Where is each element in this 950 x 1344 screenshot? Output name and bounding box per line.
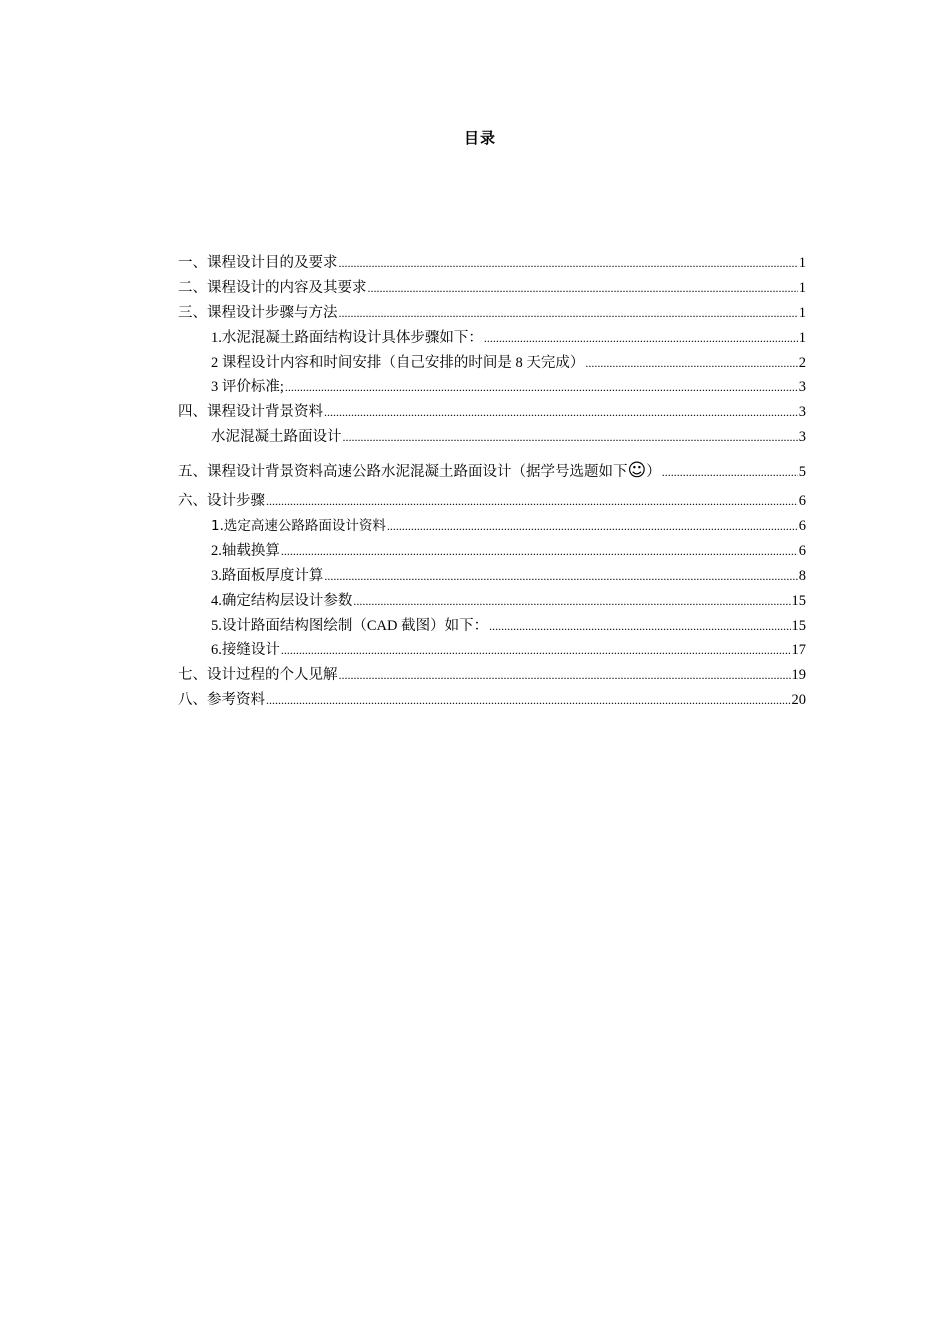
toc-entry-6-2[interactable] bbox=[178, 539, 806, 564]
toc-page-number: 17 bbox=[791, 642, 806, 659]
toc-page-number: 3 bbox=[798, 379, 806, 396]
toc-entry-7[interactable] bbox=[178, 663, 806, 688]
toc-entry-3-2[interactable] bbox=[178, 351, 806, 376]
dot-leader bbox=[285, 375, 798, 400]
toc-page-number: 20 bbox=[791, 692, 806, 709]
dot-leader bbox=[662, 454, 798, 491]
toc-entry-1[interactable] bbox=[178, 251, 806, 276]
toc-entry-3-1[interactable] bbox=[178, 326, 806, 351]
dot-leader bbox=[324, 400, 798, 425]
toc-entry-6-1[interactable] bbox=[178, 514, 806, 539]
toc-page-number: 19 bbox=[791, 667, 806, 684]
toc-page-number: 1 bbox=[798, 304, 806, 321]
toc-entry-text: 水泥混凝土路面设计 bbox=[211, 429, 342, 446]
dot-leader bbox=[368, 276, 798, 301]
toc-entry-3-3[interactable] bbox=[178, 375, 806, 400]
toc-entry-4[interactable] bbox=[178, 400, 806, 425]
toc-entry-text: 4.确定结构层设计参数 bbox=[211, 592, 353, 609]
toc-entry-text: 八、参考资料 bbox=[178, 692, 265, 709]
toc-entry-text: 六、设计步骤 bbox=[178, 493, 265, 510]
dot-leader bbox=[339, 251, 798, 276]
dot-leader bbox=[281, 638, 791, 663]
toc-page-number: 1 bbox=[798, 279, 806, 296]
toc-entry-text: 6.接缝设计 bbox=[211, 642, 280, 659]
toc-entry-3[interactable] bbox=[178, 301, 806, 326]
toc-page-number: 6 bbox=[798, 518, 806, 535]
dot-leader bbox=[281, 539, 798, 564]
toc-entry-text: 二、课程设计的内容及其要求 bbox=[178, 279, 367, 296]
smiley-icon: ☺ bbox=[627, 460, 647, 482]
toc-entry-suffix: ） bbox=[646, 464, 661, 481]
toc-entry-text: 五、课程设计背景资料高速公路水泥混凝土路面设计（据学号选题如下 bbox=[178, 464, 628, 481]
dot-leader bbox=[484, 326, 798, 351]
table-of-contents bbox=[178, 251, 806, 713]
toc-entry-text: 5.设计路面结构图绘制（CAD 截图）如下： bbox=[211, 617, 489, 634]
toc-entry-6-4[interactable] bbox=[178, 589, 806, 614]
toc-page-number: 2 bbox=[798, 354, 806, 371]
page-title: 目录 bbox=[463, 129, 496, 147]
toc-page-number: 6 bbox=[798, 493, 806, 510]
toc-entry-6[interactable] bbox=[178, 489, 806, 514]
toc-entry-6-3[interactable] bbox=[178, 564, 806, 589]
toc-entry-text: 七、设计过程的个人见解 bbox=[178, 667, 338, 684]
toc-page-number: 15 bbox=[791, 617, 806, 634]
toc-page-number: 5 bbox=[798, 464, 806, 481]
dot-leader bbox=[324, 564, 797, 589]
toc-entry-text: 3.路面板厚度计算 bbox=[211, 567, 324, 584]
toc-page-number: 1 bbox=[798, 255, 806, 271]
toc-entry-text: 3 评价标准; bbox=[211, 379, 284, 396]
toc-entry-2[interactable] bbox=[178, 276, 806, 301]
toc-entry-5[interactable] bbox=[178, 452, 806, 489]
toc-entry-text: 1.选定高速公路路面设计资料 bbox=[211, 518, 386, 535]
toc-entry-text: 一、课程设计目的及要求 bbox=[178, 255, 338, 271]
toc-page-number: 15 bbox=[791, 592, 806, 609]
dot-leader bbox=[266, 688, 791, 713]
dot-leader bbox=[353, 589, 790, 614]
toc-entry-text: 2 课程设计内容和时间安排（自己安排的时间是 8 天完成） bbox=[211, 354, 585, 371]
toc-entry-text: 三、课程设计步骤与方法 bbox=[178, 304, 338, 321]
toc-page-number: 6 bbox=[798, 542, 806, 559]
toc-entry-6-6[interactable] bbox=[178, 638, 806, 663]
toc-entry-4-1[interactable] bbox=[178, 425, 806, 450]
dot-leader bbox=[266, 489, 798, 514]
toc-page-number: 8 bbox=[798, 567, 806, 584]
toc-entry-text: 四、课程设计背景资料 bbox=[178, 404, 323, 421]
dot-leader bbox=[387, 514, 798, 539]
dot-leader bbox=[489, 614, 790, 639]
dot-leader bbox=[343, 425, 798, 450]
dot-leader bbox=[339, 663, 791, 688]
toc-entry-8[interactable] bbox=[178, 688, 806, 713]
toc-page-number: 3 bbox=[798, 429, 806, 446]
toc-page-number: 1 bbox=[798, 329, 806, 346]
toc-entry-6-5[interactable] bbox=[178, 614, 806, 639]
toc-entry-text: 1.水泥混凝土路面结构设计具体步骤如下： bbox=[211, 329, 483, 346]
toc-page-number: 3 bbox=[798, 404, 806, 421]
dot-leader bbox=[585, 351, 797, 376]
toc-entry-text: 2.轴载换算 bbox=[211, 542, 280, 559]
dot-leader bbox=[339, 301, 798, 326]
